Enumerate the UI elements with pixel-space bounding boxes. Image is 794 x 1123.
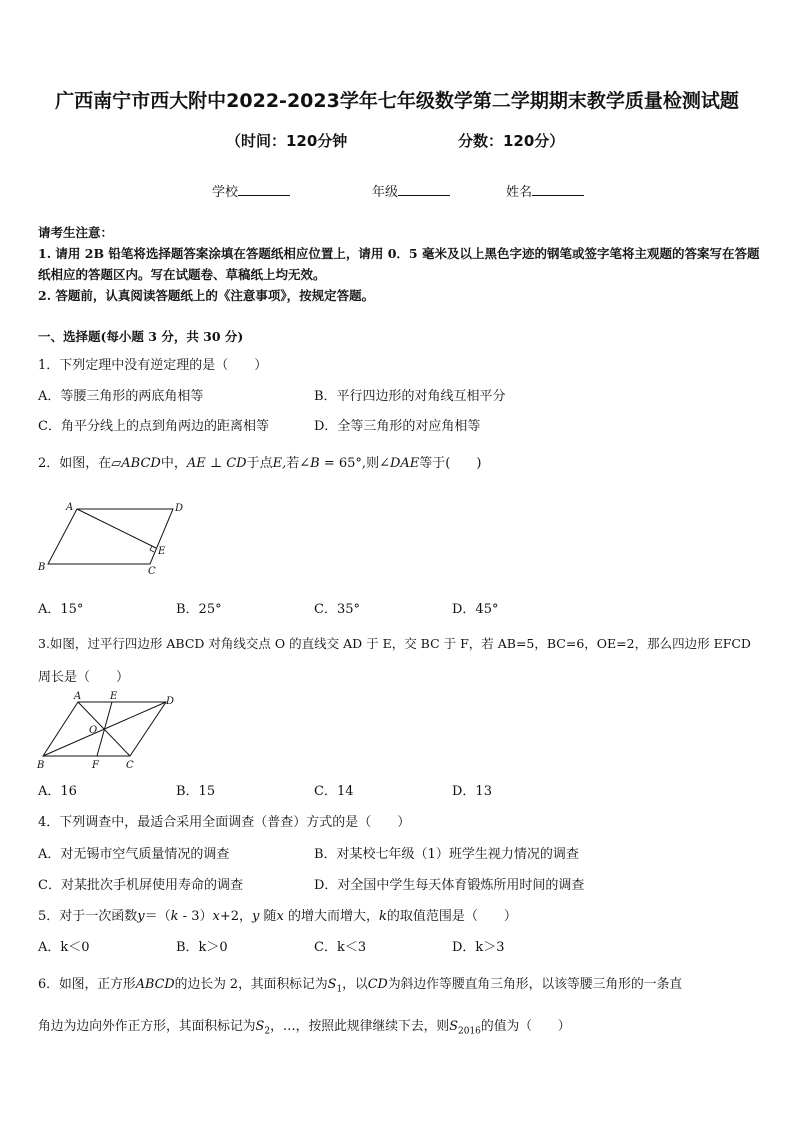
q2-option-a: A．15° [38,602,84,617]
notice-item-2: 2. 答题前，认真阅读答题纸上的《注意事项》，按规定答题。 [38,288,375,303]
school-label: 学校 [212,185,239,200]
q6-var-abcd: ABCD [135,977,175,992]
q5-var-x2: x [276,909,284,924]
q1-option-d: D．全等三角形的对应角相等 [314,419,481,434]
q2-label-d: D [175,503,184,514]
q2-var-dae: DAE [389,456,420,471]
name-blank [532,183,584,196]
q5-option-d: D．k＞3 [452,940,505,955]
q5-text-1: 5．对于一次函数 [38,909,138,924]
q2-text-5: = 65°, [319,456,367,471]
q6-var-s: S [327,977,337,992]
q1-stem: 1．下列定理中没有逆定理的是（ ） [38,358,268,373]
q2-figure [34,498,194,580]
q5-text-5: 随 [259,909,277,924]
q5-text-4: +2， [219,909,252,924]
q3-label-f: F [92,760,99,771]
q6-sub-2: 2 [264,1026,271,1037]
q2-text-3: 于点 [246,456,273,471]
name-label: 姓名 [506,185,533,200]
q2-var-e: E, [272,456,287,471]
q3-stem-line-1: 3.如图，过平行四边形 ABCD 对角线交点 O 的直线交 AD 于 E，交 BC 于 F，若 AB=5，BC=6，OE=2，那么四边形 EFCD [38,636,751,651]
q3-label-d: D [166,696,175,707]
q1-option-c: C．角平分线上的点到角两边的距离相等 [38,419,269,434]
q3-option-d: D．13 [452,784,492,799]
q5-text-7: 的取值范围是（ ） [386,909,517,924]
school-field [212,181,290,200]
q2-var-b: B [310,456,320,471]
parallelogram-symbol: ▱ [111,456,122,471]
q3-label-e: E [110,691,118,702]
q5-var-x: x [212,909,220,924]
q5-var-k2: k [378,909,387,924]
q5-var-y: y [137,909,145,924]
q2-label-b: B [38,562,46,573]
q5-text-2: ＝（ [144,909,171,924]
school-blank [238,183,290,196]
q2-text-7: 等于( ) [419,456,482,471]
q5-option-c: C．k＜3 [314,940,367,955]
q2-stem [38,452,481,471]
grade-field [372,181,450,200]
q3-label-b: B [37,760,45,771]
name-field [506,181,584,200]
time-label: （时间：120分钟 [226,132,348,150]
q2-label-a: A [66,502,74,513]
notice-block [38,222,760,306]
q2-option-b: B．25° [176,602,222,617]
q3-stem-line-2: 周长是（ ） [38,670,130,685]
q5-text-6: 的增大而增大， [283,909,379,924]
q4-option-a: A．对无锡市空气质量情况的调查 [38,847,230,862]
q3-segment-ef [97,702,112,756]
exam-title: 广西南宁市西大附中2022-2023学年七年级数学第二学期期末教学质量检测试题 [55,90,739,112]
q2-var-ae-cd: AE ⊥ CD [186,456,247,471]
q6-sub-2016: 2016 [458,1026,481,1037]
q6-text-4: 为斜边作等腰直角三角形，以该等腰三角形的一条直 [387,977,683,992]
q4-option-b: B．对某校七年级（1）班学生视力情况的调查 [314,847,579,862]
q6-text-2: 的边长为 2，其面积标记为 [174,977,328,992]
q2-text-2: 中， [160,456,187,471]
q5-var-y2: y [252,909,260,924]
q5-stem [38,905,517,924]
q6-stem-line-2 [38,1015,570,1037]
q5-option-b: B．k＞0 [176,940,228,955]
q3-label-c: C [126,760,134,771]
q2-option-c: C．35° [314,602,360,617]
q2-text-1: 2．如图，在 [38,456,112,471]
grade-label: 年级 [372,185,399,200]
q4-option-d: D．对全国中学生每天体育锻炼所用时间的调查 [314,878,585,893]
q2-segment-ae [77,509,156,548]
q2-var-abcd: ABCD [121,456,161,471]
q6-stem-line-1 [38,973,682,995]
notice-item-1: 1. 请用 2B 铅笔将选择题答案涂填在答题纸相应位置上，请用 0．5 毫米及以上黑色字迹的钢笔或签字笔将主观题的答案写在答题纸相应的答题区内。写在试题卷、草稿纸上均无效。 [38,246,760,282]
q6-text-3: ，以 [342,977,368,992]
q3-figure [34,690,184,772]
q5-var-k: k [170,909,179,924]
q6-text-1: 6．如图，正方形 [38,977,136,992]
q1-option-a: A．等腰三角形的两底角相等 [38,389,204,404]
q6-text-7: 的值为（ ） [480,1019,571,1034]
q2-label-c: C [148,566,156,577]
q6-var-cd: CD [367,977,388,992]
q3-option-a: A．16 [38,784,77,799]
q1-option-b: B．平行四边形的对角线互相平分 [314,389,506,404]
q3-option-c: C．14 [314,784,354,799]
q2-parallelogram [48,509,173,564]
q2-option-d: D．45° [452,602,499,617]
grade-blank [398,183,450,196]
q2-text-4: 若∠ [286,456,311,471]
q4-option-c: C．对某批次手机屏使用寿命的调查 [38,878,243,893]
q3-label-a: A [74,691,82,702]
q6-var-s2016: S [449,1019,458,1034]
score-label: 分数：120分） [458,132,565,150]
q3-label-o: O [89,725,98,736]
q4-stem: 4．下列调查中，最适合采用全面调查（普查）方式的是（ ） [38,815,411,830]
q5-option-a: A．k＜0 [38,940,90,955]
q2-label-e: E [158,546,166,557]
q6-text-5: 角边为边向外作正方形，其面积标记为 [38,1019,256,1034]
notice-heading: 请考生注意： [38,225,114,240]
section-heading: 一、选择题(每小题 3 分，共 30 分) [38,329,244,344]
q2-text-6: 则∠ [366,456,390,471]
q6-sub-1: 1 [336,984,343,995]
q6-var-s2: S [255,1019,265,1034]
q3-option-b: B．15 [176,784,216,799]
q6-text-6: ，…，按照此规律继续下去，则 [270,1019,450,1034]
q5-text-3: - 3） [178,909,213,924]
